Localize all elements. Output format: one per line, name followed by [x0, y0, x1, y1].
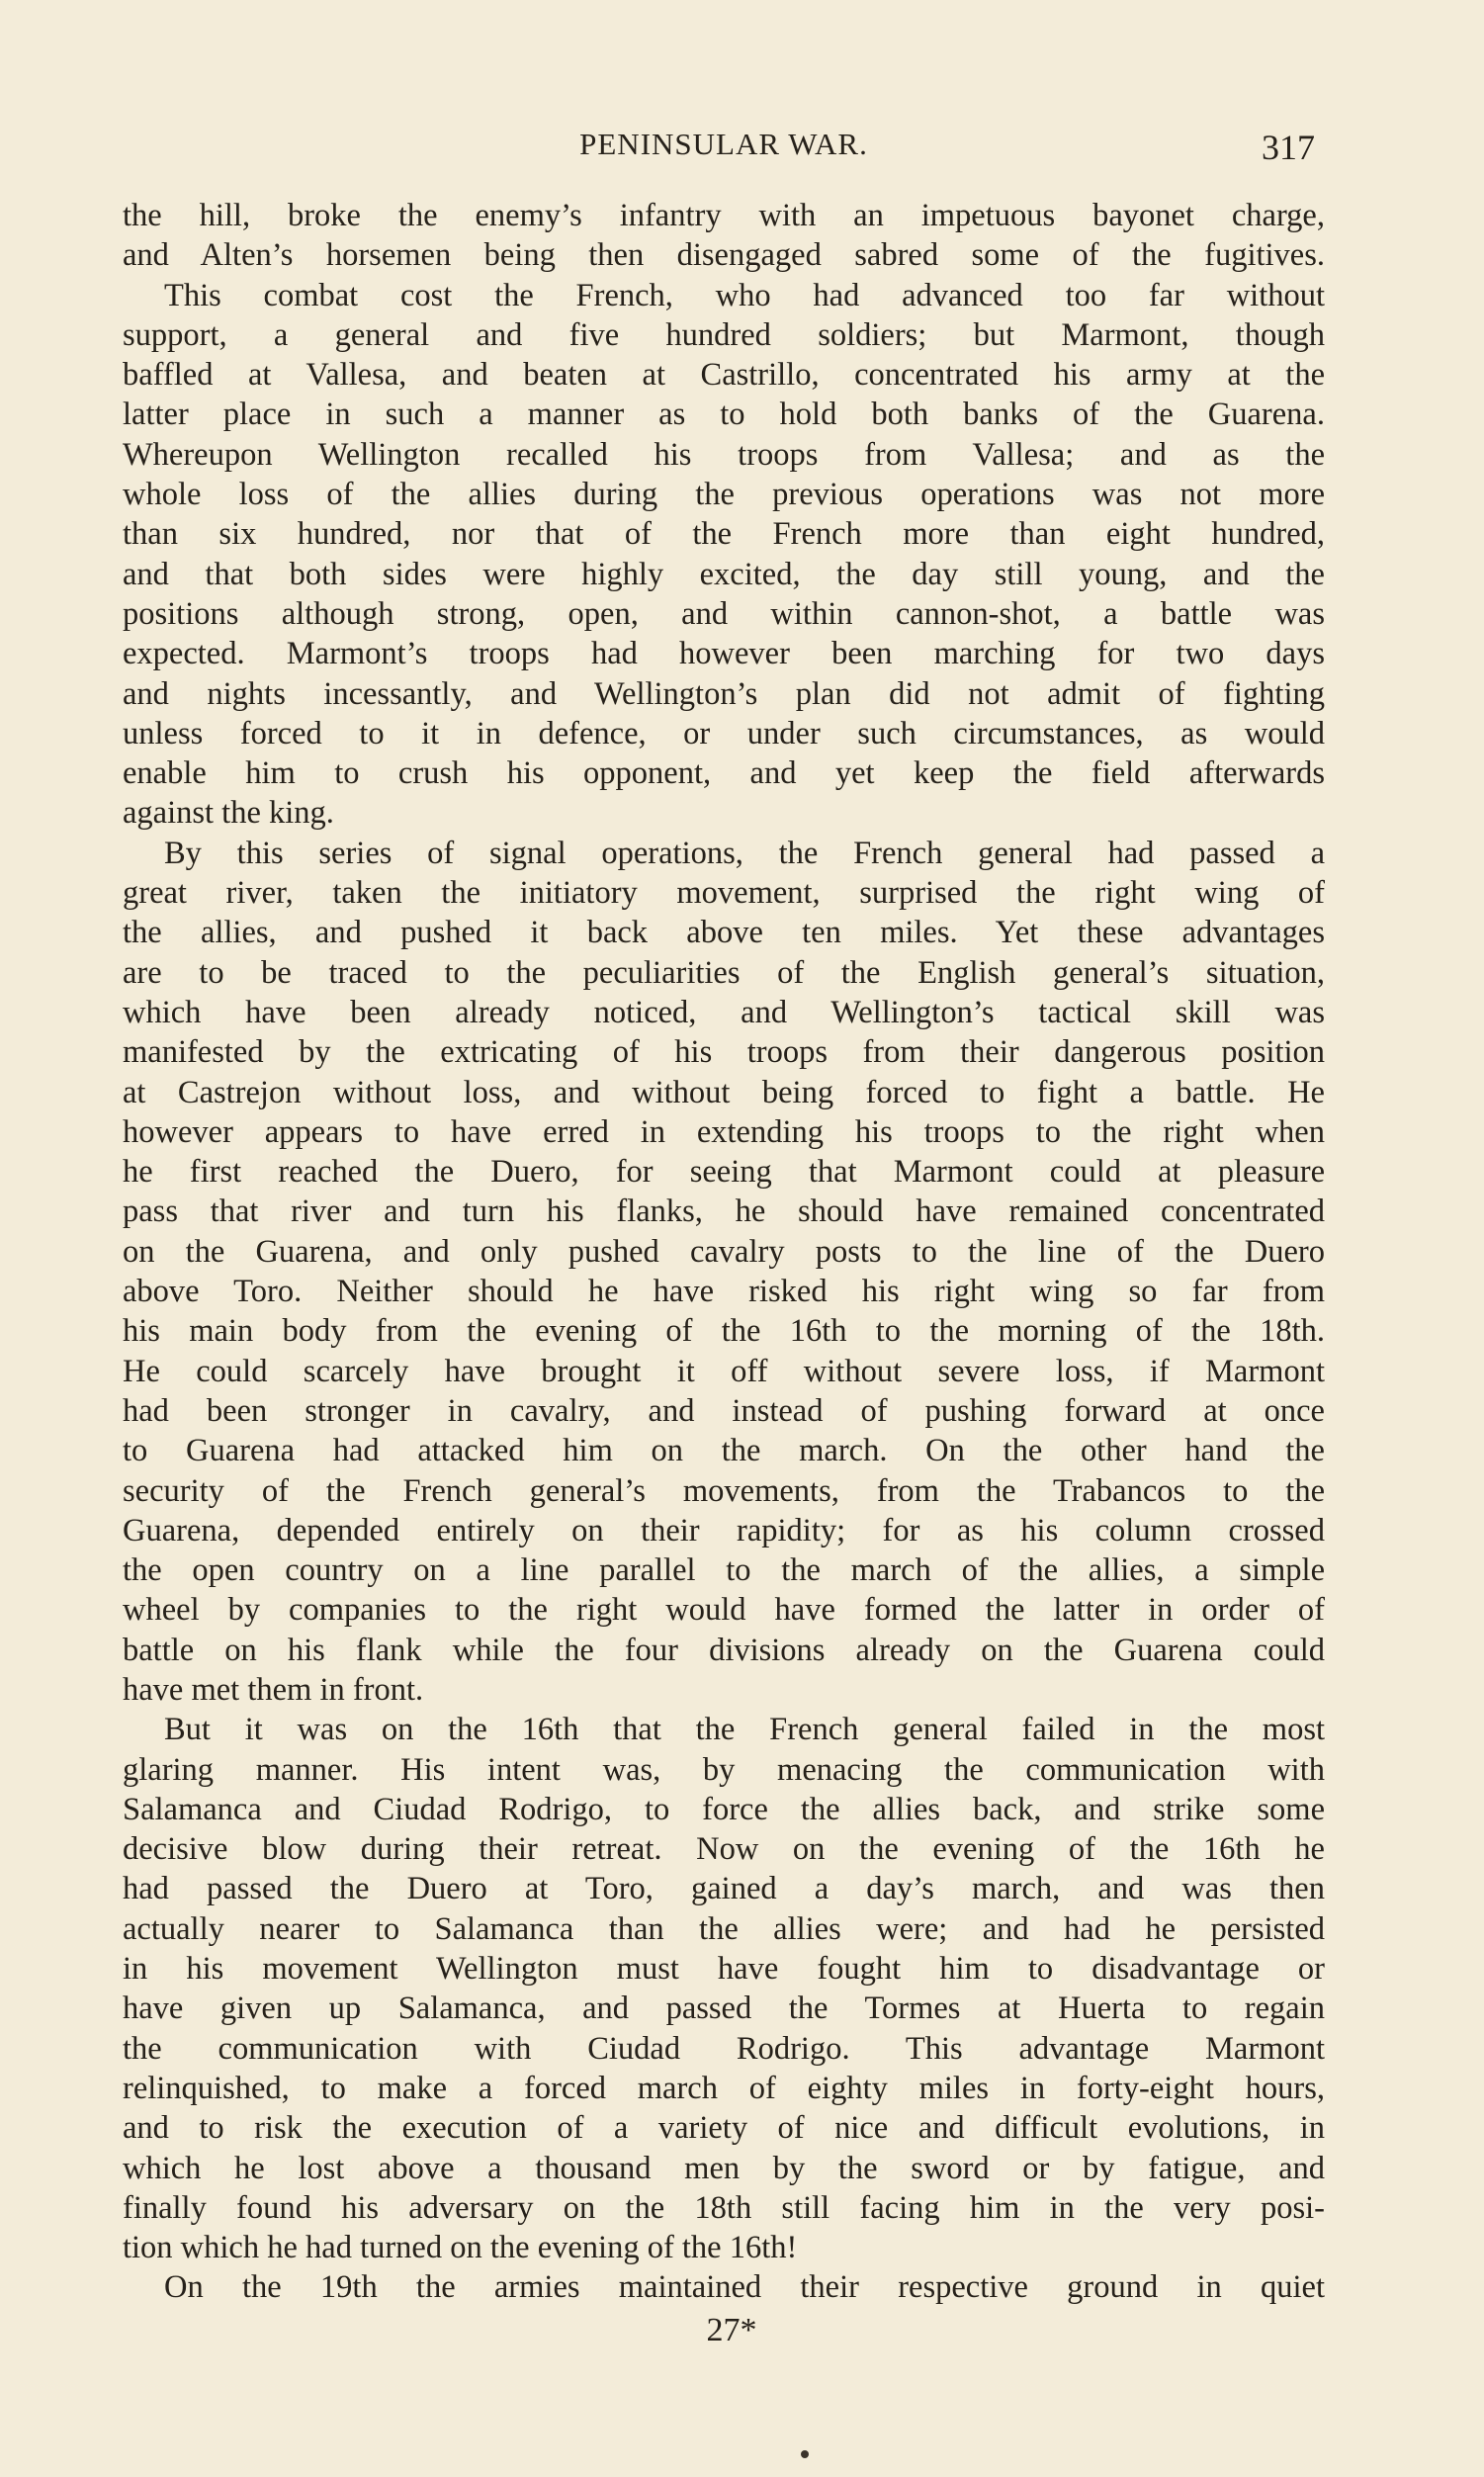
- text-line: the open country on a line parallel to the march of the allies, a simple: [123, 1552, 1325, 1589]
- text-line: actually nearer to Salamanca than the allies were; and had he persisted: [123, 1910, 1325, 1947]
- text-line: unless forced to it in defence, or under such circumstances, as would: [123, 715, 1325, 752]
- text-line: the hill, broke the enemy’s infantry with an impetuous bayonet charge,: [123, 198, 1325, 233]
- text-line: security of the French general’s movements, from the Trabancos to the: [123, 1472, 1325, 1509]
- text-line: enable him to crush his opponent, and yet keep the field afterwards: [123, 755, 1325, 792]
- text-line: at Castrejon without loss, and without being forced to fight a battle. He: [123, 1074, 1325, 1110]
- text-line: pass that river and turn his flanks, he should have remained concentrated: [123, 1194, 1325, 1230]
- text-line: decisive blow during their retreat. Now on the evening of the 16th he: [123, 1831, 1325, 1868]
- body-text: [123, 196, 1325, 2308]
- text-line: are to be traced to the peculiarities of the English general’s situation,: [123, 954, 1325, 991]
- text-line: On the 19th the armies maintained their respective ground in quiet: [164, 2269, 1325, 2306]
- text-line: and that both sides were highly excited, the day still young, and the: [123, 556, 1325, 592]
- text-line: glaring manner. His intent was, by menacing the communication with: [123, 1751, 1325, 1788]
- text-line: against the king.: [123, 795, 334, 832]
- text-line: which he lost above a thousand men by the sword or by fatigue, and: [123, 2150, 1325, 2186]
- signature-mark: 27*: [706, 2312, 757, 2348]
- text-line: to Guarena had attacked him on the march. On the other hand the: [123, 1433, 1325, 1469]
- text-line: Salamanca and Ciudad Rodrigo, to force the allies back, and strike some: [123, 1791, 1325, 1827]
- text-line: his main body from the evening of the 16th to the morning of the 18th.: [123, 1313, 1325, 1350]
- text-line: have given up Salamanca, and passed the Tormes at Huerta to regain: [123, 1990, 1325, 2027]
- text-line: and Alten’s horsemen being then disengaged sabred some of the fugitives.: [123, 237, 1325, 274]
- text-line: however appears to have erred in extending his troops to the right when: [123, 1113, 1325, 1150]
- text-line: above Toro. Neither should he have risked his right wing so far from: [123, 1274, 1325, 1310]
- text-line: which have been already noticed, and Wellington’s tactical skill was: [123, 994, 1325, 1030]
- text-line: the communication with Ciudad Rodrigo. This advantage Marmont: [123, 2030, 1325, 2067]
- page-number: 317: [1262, 128, 1315, 167]
- text-line: Guarena, depended entirely on their rapidity; for as his column crossed: [123, 1512, 1325, 1548]
- text-line: tion which he had turned on the evening of the 16th!: [123, 2230, 798, 2266]
- text-line: expected. Marmont’s troops had however been marching for two days: [123, 636, 1325, 672]
- text-line: battle on his flank while the four divisions already on the Guarena could: [123, 1632, 1325, 1668]
- text-line: relinquished, to make a forced march of eighty miles in forty-eight hours,: [123, 2070, 1325, 2106]
- page-header: [123, 127, 1325, 176]
- text-line: great river, taken the initiatory movement, surprised the right wing of: [123, 875, 1325, 912]
- text-line: finally found his adversary on the 18th still facing him in the very posi-: [123, 2189, 1325, 2226]
- text-line: on the Guarena, and only pushed cavalry posts to the line of the Duero: [123, 1233, 1325, 1270]
- text-line: and to risk the execution of a variety of nice and difficult evolutions, in: [123, 2110, 1325, 2147]
- text-line: This combat cost the French, who had advanced too far without: [164, 277, 1325, 313]
- text-line: baffled at Vallesa, and beaten at Castrillo, concentrated his army at the: [123, 357, 1325, 394]
- text-line: and nights incessantly, and Wellington’s plan did not admit of fighting: [123, 675, 1325, 712]
- text-line: he first reached the Duero, for seeing that Marmont could at pleasure: [123, 1154, 1325, 1191]
- text-line: had passed the Duero at Toro, gained a day’s march, and was then: [123, 1871, 1325, 1907]
- text-line: wheel by companies to the right would have formed the latter in order of: [123, 1592, 1325, 1629]
- text-line: Whereupon Wellington recalled his troops from Vallesa; and as the: [123, 436, 1325, 473]
- text-line: than six hundred, nor that of the French more than eight hundred,: [123, 516, 1325, 553]
- ink-dot: [801, 2450, 809, 2458]
- text-line: have met them in front.: [123, 1671, 424, 1708]
- text-line: had been stronger in cavalry, and instead of pushing forward at once: [123, 1392, 1325, 1429]
- text-line: support, a general and five hundred soldiers; but Marmont, though: [123, 316, 1325, 353]
- text-line: latter place in such a manner as to hold both banks of the Guarena.: [123, 397, 1325, 433]
- text-line: in his movement Wellington must have fought him to disadvantage or: [123, 1951, 1325, 1988]
- text-line: whole loss of the allies during the previous operations was not more: [123, 477, 1325, 513]
- running-head: PENINSULAR WAR.: [579, 127, 868, 161]
- text-line: the allies, and pushed it back above ten miles. Yet these advantages: [123, 915, 1325, 951]
- text-line: He could scarcely have brought it off without severe loss, if Marmont: [123, 1353, 1325, 1389]
- text-line: positions although strong, open, and within cannon-shot, a battle was: [123, 595, 1325, 632]
- text-line: By this series of signal operations, the French general had passed a: [164, 835, 1325, 871]
- text-line: But it was on the 16th that the French general failed in the most: [164, 1712, 1325, 1748]
- text-line: manifested by the extricating of his troops from their dangerous position: [123, 1034, 1325, 1071]
